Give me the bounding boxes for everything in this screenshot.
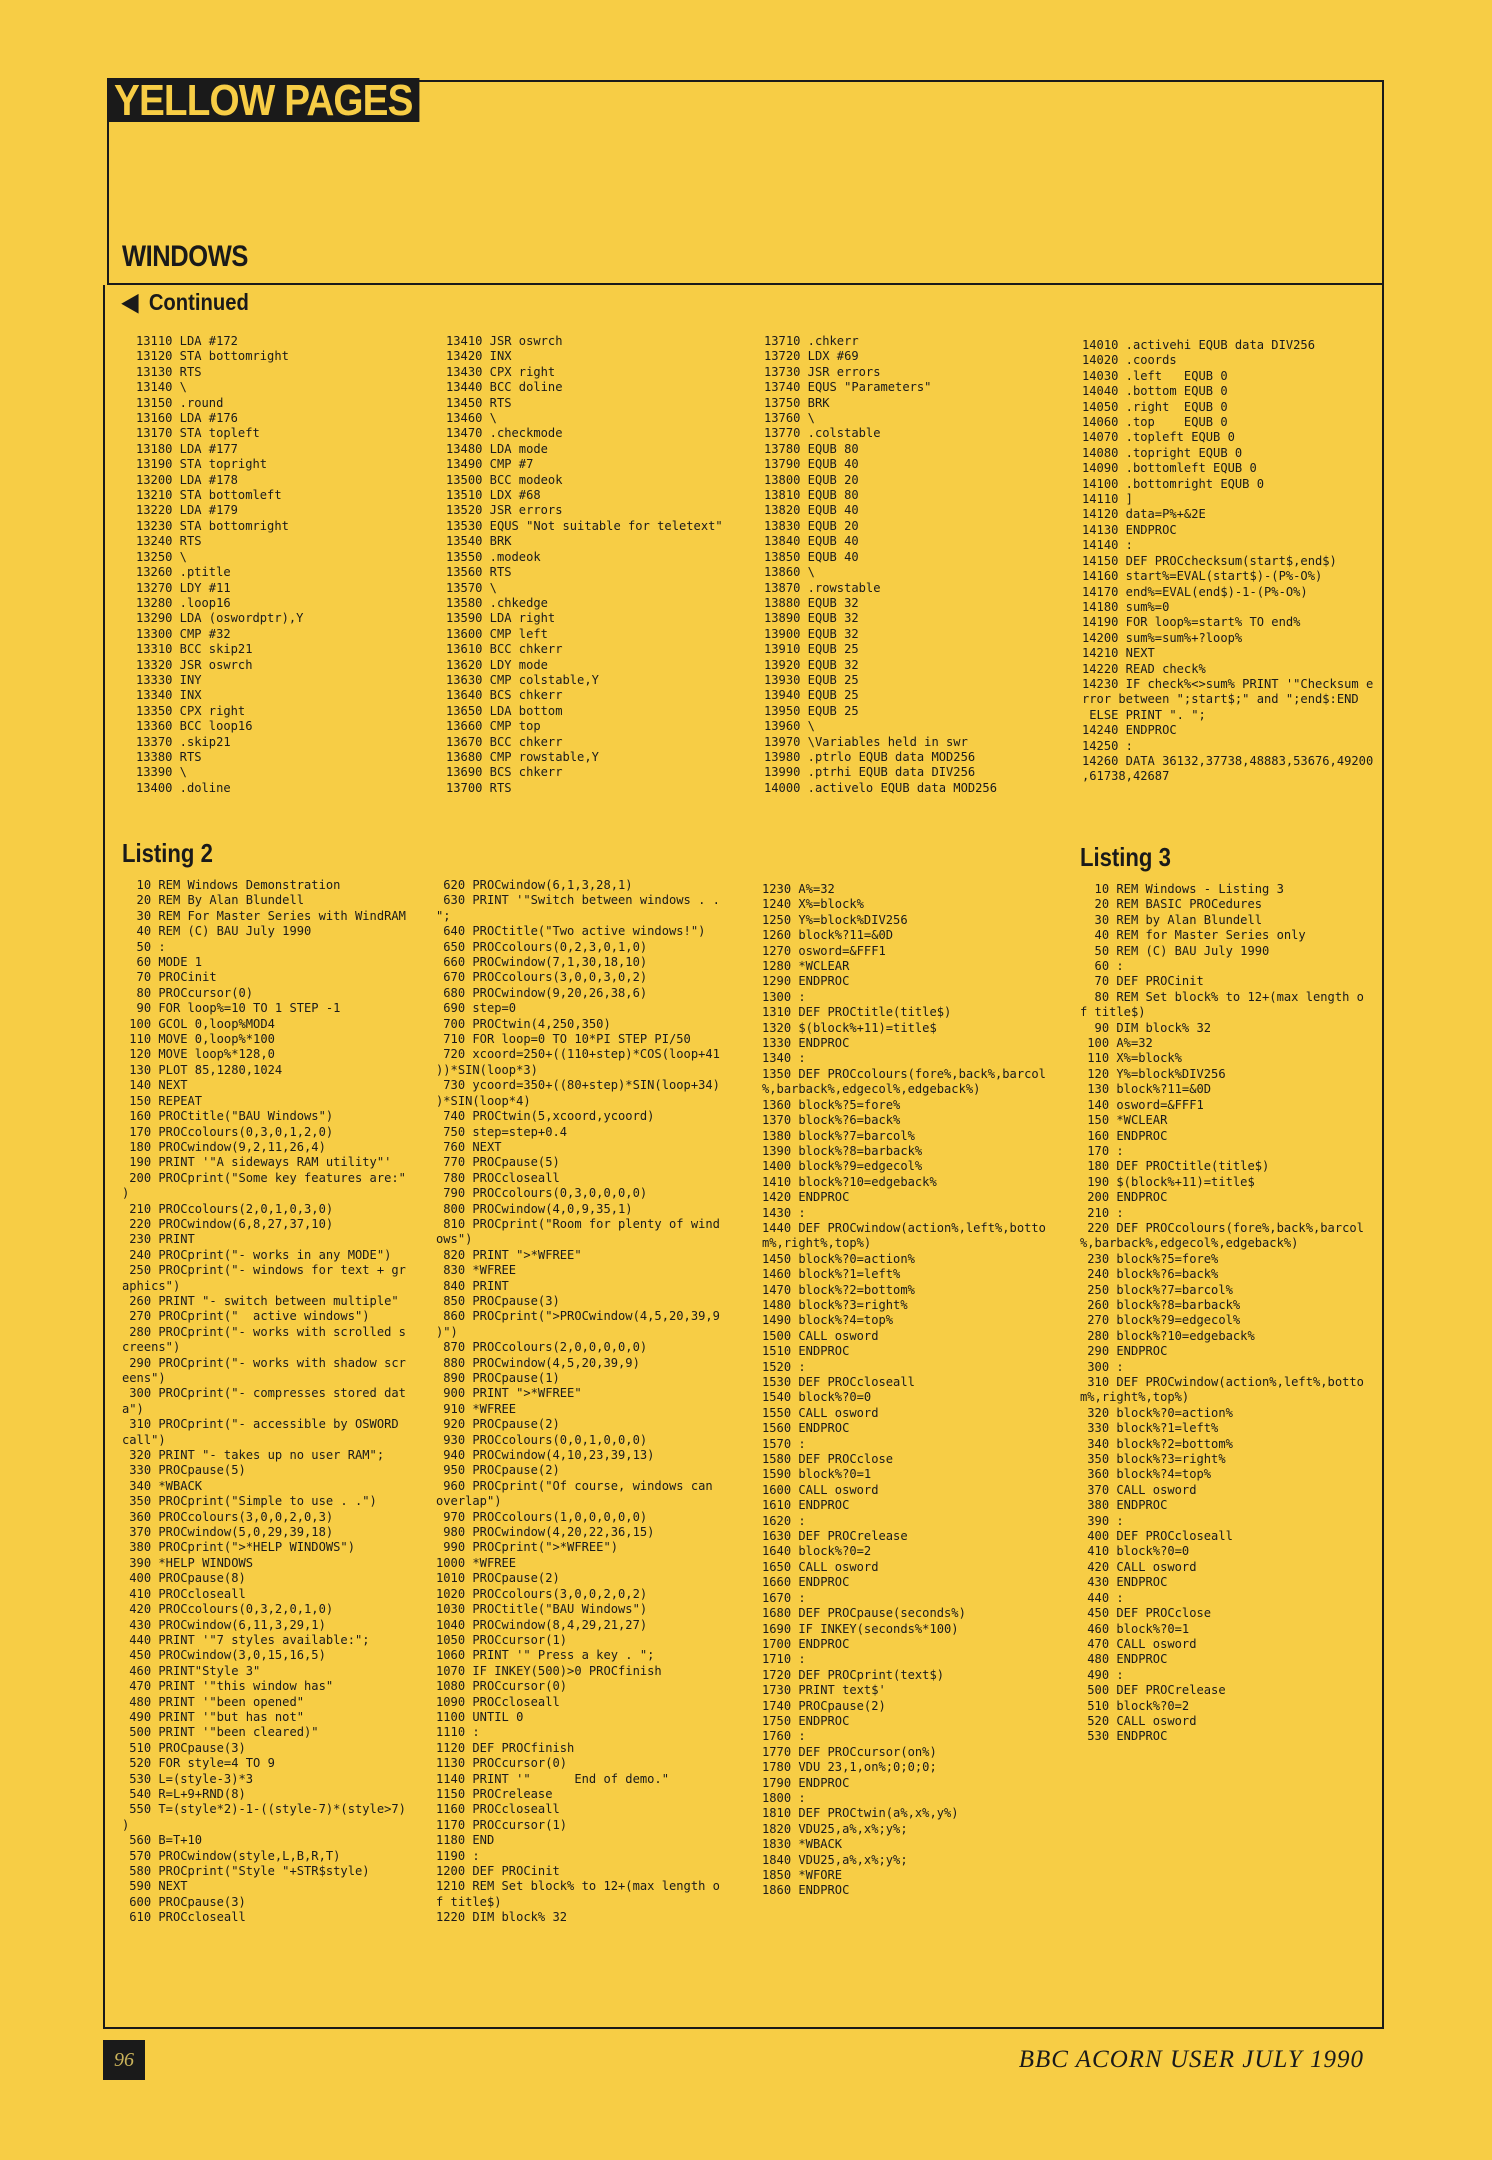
continued-code-column-3: 13710 .chkerr 13720 LDX #69 13730 JSR errors 13740 EQUS "Parameters" 13750 BRK 13760 \ 13770 .colstable 13780 EQUB 80 13790 EQUB 40 13800 EQUB 20 13810 EQUB 80 13820 EQUB 40 13830 EQUB 20 13840 EQUB 40 13850 EQUB 40 13860 \ 13870 .rowstable 13880 EQUB 32 13890 EQUB 32 13900 EQUB 32 13910 EQUB 25 13920 EQUB 32 13930 EQUB 25 13940 EQUB 25 13950 EQUB 25 13960 \ 13970 \Variables held in swr 13980 .ptrlo EQUB data MOD256 13990 .ptrhi EQUB data DIV256 14000 .activelo EQUB data MOD256 — [764, 334, 997, 795]
continued-code-column-1: 13110 LDA #172 13120 STA bottomright 13130 RTS 13140 \ 13150 .round 13160 LDA #176 13170 STA topleft 13180 LDA #177 13190 STA topright 13200 LDA #178 13210 STA bottomleft 13220 LDA #179 13230 STA bottomright 13240 RTS 13250 \ 13260 .ptitle 13270 LDY #11 13280 .loop16 13290 LDA (oswordptr),Y 13300 CMP #32 13310 BCC skip21 13320 JSR oswrch 13330 INY 13340 INX 13350 CPX right 13360 BCC loop16 13370 .skip21 13380 RTS 13390 \ 13400 .doline — [136, 334, 304, 795]
yellow-pages-header: YELLOW PAGES — [107, 78, 420, 122]
left-triangle-icon: ◀ — [122, 289, 139, 316]
listing-2-title: Listing 2 — [122, 838, 213, 868]
section-title: WINDOWS — [122, 240, 248, 273]
publication-footer: BBC ACORN USER JULY 1990 — [1018, 2046, 1364, 2073]
continued-label — [122, 288, 249, 317]
continued-code-column-4: 14010 .activehi EQUB data DIV256 14020 .coords 14030 .left EQUB 0 14040 .bottom EQUB 0 14050 .right EQUB 0 14060 .top EQUB 0 14070 .topleft EQUB 0 14080 .topright EQUB 0 14090 .bottomleft EQUB 0 14100 .bottomright EQUB 0 14110 ] 14120 data=P%+&2E 14130 ENDPROC 14140 : 14150 DEF PROCchecksum(start$,end$) 14160 start%=EVAL(start$)-(P%-O%) 14170 end%=EVAL(end$)-1-(P%-O%) 14180 sum%=0 14190 FOR loop%=start% TO end% 14200 sum%=sum%+?loop% 14210 NEXT 14220 READ check% 14230 IF check%<>sum% PRINT '"Checksum e rror between ";start$;" and ";end$:END ELSE PRINT ". "; 14240 ENDPROC 14250 : 14260 DATA 36132,37738,48883,53676,49200 ,61738,42687 — [1082, 338, 1374, 784]
listing-3-title: Listing 3 — [1080, 842, 1171, 872]
listing-3-column-1: 10 REM Windows - Listing 3 20 REM BASIC PROCedures 30 REM by Alan Blundell 40 REM for Master Series only 50 REM (C) BAU July 1990 60 : 70 DEF PROCinit 80 REM Set block% to 12+(max length o f title$) 90 DIM block% 32 100 A%=32 110 X%=block% 120 Y%=block%DIV256 130 block%?11=&0D 140 osword=&FFF1 150 *WCLEAR 160 ENDPROC 170 : 180 DEF PROCtitle(title$) 190 $(block%+11)=title$ 200 ENDPROC 210 : 220 DEF PROCcolours(fore%,back%,barcol %,barback%,edgecol%,edgeback%) 230 block%?5=fore% 240 block%?6=back% 250 block%?7=barcol% 260 block%?8=barback% 270 block%?9=edgecol% 280 block%?10=edgeback% 290 ENDPROC 300 : 310 DEF PROCwindow(action%,left%,botto m%,right%,top%) 320 block%?0=action% 330 block%?1=left% 340 block%?2=bottom% 350 block%?3=right% 360 block%?4=top% 370 CALL osword 380 ENDPROC 390 : 400 DEF PROCcloseall 410 block%?0=0 420 CALL osword 430 ENDPROC 440 : 450 DEF PROCclose 460 block%?0=1 470 CALL osword 480 ENDPROC 490 : 500 DEF PROCrelease 510 block%?0=2 520 CALL osword 530 ENDPROC — [1080, 882, 1364, 1744]
listing-2-column-3: 1230 A%=32 1240 X%=block% 1250 Y%=block%DIV256 1260 block%?11=&0D 1270 osword=&FFF1 1280 *WCLEAR 1290 ENDPROC 1300 : 1310 DEF PROCtitle(title$) 1320 $(block%+11)=title$ 1330 ENDPROC 1340 : 1350 DEF PROCcolours(fore%,back%,barcol %,barback%,edgecol%,edgeback%) 1360 block%?5=fore% 1370 block%?6=back% 1380 block%?7=barcol% 1390 block%?8=barback% 1400 block%?9=edgecol% 1410 block%?10=edgeback% 1420 ENDPROC 1430 : 1440 DEF PROCwindow(action%,left%,botto m%,right%,top%) 1450 block%?0=action% 1460 block%?1=left% 1470 block%?2=bottom% 1480 block%?3=right% 1490 block%?4=top% 1500 CALL osword 1510 ENDPROC 1520 : 1530 DEF PROCcloseall 1540 block%?0=0 1550 CALL osword 1560 ENDPROC 1570 : 1580 DEF PROCclose 1590 block%?0=1 1600 CALL osword 1610 ENDPROC 1620 : 1630 DEF PROCrelease 1640 block%?0=2 1650 CALL osword 1660 ENDPROC 1670 : 1680 DEF PROCpause(seconds%) 1690 IF INKEY(seconds%*100) 1700 ENDPROC 1710 : 1720 DEF PROCprint(text$) 1730 PRINT text$' 1740 PROCpause(2) 1750 ENDPROC 1760 : 1770 DEF PROCcursor(on%) 1780 VDU 23,1,on%;0;0;0; 1790 ENDPROC 1800 : 1810 DEF PROCtwin(a%,x%,y%) 1820 VDU25,a%,x%;y%; 1830 *WBACK 1840 VDU25,a%,x%;y%; 1850 *WFORE 1860 ENDPROC — [762, 882, 1046, 1898]
page-number: 96 — [103, 2040, 145, 2080]
listing-2-column-2: 620 PROCwindow(6,1,3,28,1) 630 PRINT '"Switch between windows . . "; 640 PROCtitle("Two active windows!") 650 PROCcolours(0,2,3,0,1,0) 660 PROCwindow(7,1,30,18,10) 670 PROCcolours(3,0,0,3,0,2) 680 PROCwindow(9,20,26,38,6) 690 step=0 700 PROCtwin(4,250,350) 710 FOR loop=0 TO 10*PI STEP PI/50 720 xcoord=250+((110+step)*COS(loop+41 ))*SIN(loop*3) 730 ycoord=350+((80+step)*SIN(loop+34) )*SIN(loop*4) 740 PROCtwin(5,xcoord,ycoord) 750 step=step+0.4 760 NEXT 770 PROCpause(5) 780 PROCcloseall 790 PROCcolours(0,3,0,0,0,0) 800 PROCwindow(4,0,9,35,1) 810 PROCprint("Room for plenty of wind ows") 820 PRINT ">*WFREE" 830 *WFREE 840 PRINT 850 PROCpause(3) 860 PROCprint(">PROCwindow(4,5,20,39,9 )") 870 PROCcolours(2,0,0,0,0,0) 880 PROCwindow(4,5,20,39,9) 890 PROCpause(1) 900 PRINT ">*WFREE" 910 *WFREE 920 PROCpause(2) 930 PROCcolours(0,0,1,0,0,0) 940 PROCwindow(4,10,23,39,13) 950 PROCpause(2) 960 PROCprint("Of course, windows can overlap") 970 PROCcolours(1,0,0,0,0,0) 980 PROCwindow(4,20,22,36,15) 990 PROCprint(">*WFREE") 1000 *WFREE 1010 PROCpause(2) 1020 PROCcolours(3,0,0,2,0,2) 1030 PROCtitle("BAU Windows") 1040 PROCwindow(8,4,29,21,27) 1050 PROCcursor(1) 1060 PRINT '" Press a key . "; 1070 IF INKEY(500)>0 PROCfinish 1080 PROCcursor(0) 1090 PROCcloseall 1100 UNTIL 0 1110 : 1120 DEF PROCfinish 1130 PROCcursor(0) 1140 PRINT '" End of demo." 1150 PROCrelease 1160 PROCcloseall 1170 PROCcursor(1) 1180 END 1190 : 1200 DEF PROCinit 1210 REM Set block% to 12+(max length o f title$) 1220 DIM block% 32 — [436, 878, 720, 1925]
continued-code-column-2: 13410 JSR oswrch 13420 INX 13430 CPX right 13440 BCC doline 13450 RTS 13460 \ 13470 .checkmode 13480 LDA mode 13490 CMP #7 13500 BCC modeok 13510 LDX #68 13520 JSR errors 13530 EQUS "Not suitable for teletext" 13540 BRK 13550 .modeok 13560 RTS 13570 \ 13580 .chkedge 13590 LDA right 13600 CMP left 13610 BCC chkerr 13620 LDY mode 13630 CMP colstable,Y 13640 BCS chkerr 13650 LDA bottom 13660 CMP top 13670 BCC chkerr 13680 CMP rowstable,Y 13690 BCS chkerr 13700 RTS — [446, 334, 723, 795]
continued-text: Continued — [148, 289, 249, 315]
listing-2-column-1: 10 REM Windows Demonstration 20 REM By Alan Blundell 30 REM For Master Series with WindRAM 40 REM (C) BAU July 1990 50 : 60 MODE 1 70 PROCinit 80 PROCcursor(0) 90 FOR loop%=10 TO 1 STEP -1 100 GCOL 0,loop%MOD4 110 MOVE 0,loop%*100 120 MOVE loop%*128,0 130 PLOT 85,1280,1024 140 NEXT 150 REPEAT 160 PROCtitle("BAU Windows") 170 PROCcolours(0,3,0,1,2,0) 180 PROCwindow(9,2,11,26,4) 190 PRINT '"A sideways RAM utility"' 200 PROCprint("Some key features are:" ) 210 PROCcolours(2,0,1,0,3,0) 220 PROCwindow(6,8,27,37,10) 230 PRINT 240 PROCprint("- works in any MODE") 250 PROCprint("- windows for text + gr aphics") 260 PRINT "- switch between multiple" 270 PROCprint(" active windows") 280 PROCprint("- works with scrolled s creens") 290 PROCprint("- works with shadow scr eens") 300 PROCprint("- compresses stored dat a") 310 PROCprint("- accessible by OSWORD call") 320 PRINT "- takes up no user RAM"; 330 PROCpause(5) 340 *WBACK 350 PROCprint("Simple to use . .") 360 PROCcolours(3,0,0,2,0,3) 370 PROCwindow(5,0,29,39,18) 380 PROCprint(">*HELP WINDOWS") 390 *HELP WINDOWS 400 PROCpause(8) 410 PROCcloseall 420 PROCcolours(0,3,2,0,1,0) 430 PROCwindow(6,11,3,29,1) 440 PRINT '"7 styles available:"; 450 PROCwindow(3,0,15,16,5) 460 PRINT"Style 3" 470 PRINT '"this window has" 480 PRINT '"been opened" 490 PRINT '"but has not" 500 PRINT '"been cleared)" 510 PROCpause(3) 520 FOR style=4 TO 9 530 L=(style-3)*3 540 R=L+9+RND(8) 550 T=(style*2)-1-((style-7)*(style>7) ) 560 B=T+10 570 PROCwindow(style,L,B,R,T) 580 PROCprint("Style "+STR$style) 590 NEXT 600 PROCpause(3) 610 PROCcloseall — [122, 878, 406, 1925]
